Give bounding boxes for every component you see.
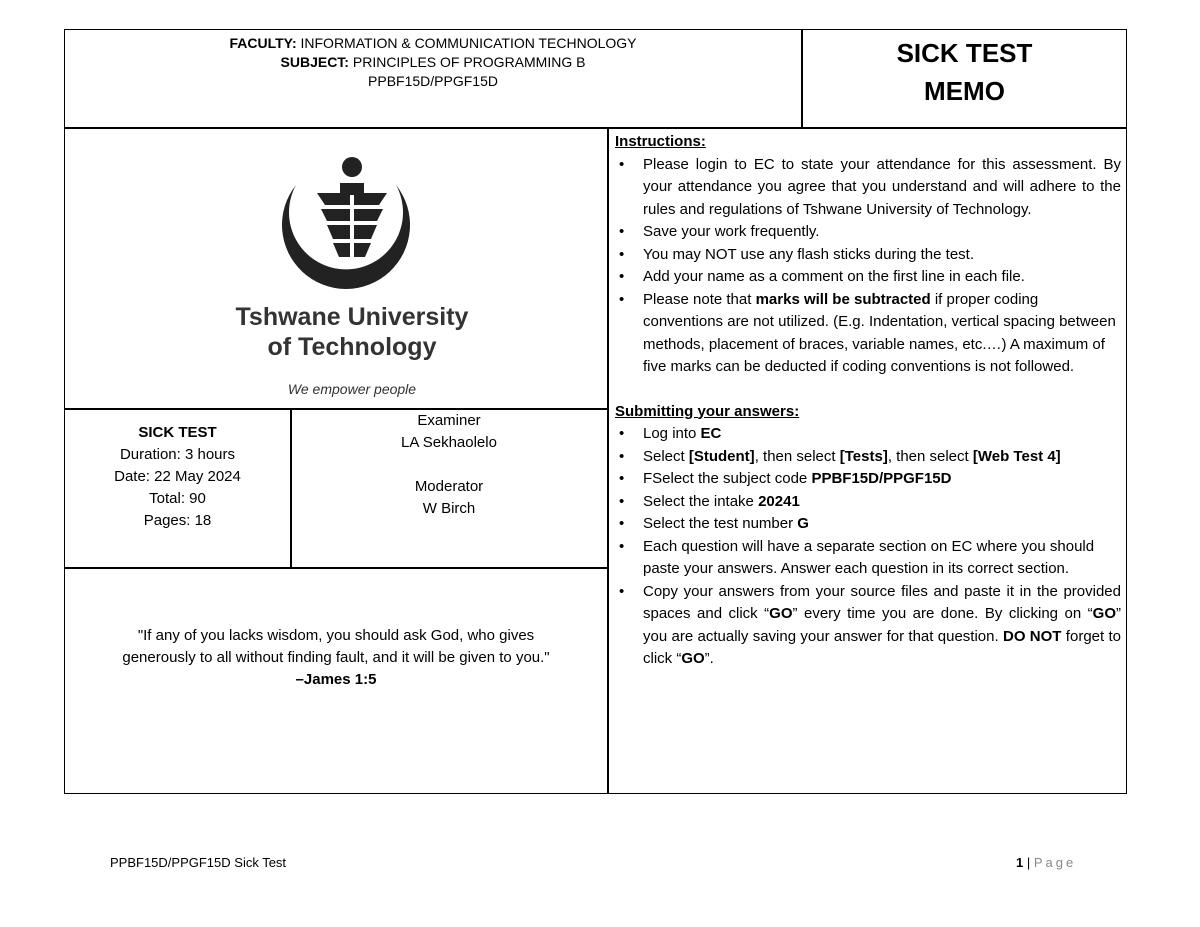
- page-number: 1: [1016, 855, 1024, 870]
- marks-text-post: if proper coding conventions are not utilized. (E.g. Indentation, vertical spacing between methods, placement of braces, variable names, etc.…) A maximum of five marks can be deducted if coding conventions is not followed.: [643, 290, 1116, 375]
- tut-emblem: [65, 129, 607, 409]
- course-code: PPBF15D/PPGF15D: [368, 73, 498, 89]
- copy-text: forget to click “: [643, 627, 1122, 667]
- university-logo: [65, 129, 607, 409]
- intake-text: Select the intake: [643, 492, 759, 510]
- intake-value: 20241: [758, 492, 800, 510]
- list-item: • Each question will have a separate section on EC where you should paste your answers. Answer each question in its correct section.: [615, 536, 1121, 581]
- staff-info: [291, 410, 607, 567]
- login-text: Log into: [643, 425, 701, 442]
- examiner-label: Examiner: [417, 412, 481, 429]
- instructions-panel: [615, 131, 1121, 671]
- select-student: [Student]: [688, 447, 755, 465]
- logo-tagline: We empower people: [287, 381, 417, 397]
- header-course-info: [65, 30, 801, 132]
- test-number-text: Select the test number: [643, 515, 798, 532]
- footer-page-number: [1016, 855, 1076, 870]
- list-item: • Save your work frequently.: [615, 221, 1121, 244]
- list-item: • You may NOT use any flash sticks during the test.: [615, 244, 1121, 267]
- list-item: [615, 468, 1121, 491]
- logo-name-line-2: of Technology: [267, 333, 437, 361]
- scripture-quote: [65, 568, 607, 793]
- subject-code-text: FSelect the subject code: [643, 470, 812, 487]
- instructions-heading: Instructions:: [615, 133, 706, 150]
- marks-text-pre: Please note that: [643, 290, 756, 308]
- do-not-label: DO NOT: [1002, 627, 1062, 645]
- select-web-test: [Web Test 4]: [972, 447, 1061, 465]
- page-word: Page: [1033, 855, 1077, 870]
- logo-name-line-1: Tshwane University: [235, 303, 469, 331]
- examiner-name: LA Sekhaolelo: [401, 434, 497, 451]
- list-item: • Add your name as a comment on the first line in each file.: [615, 266, 1121, 289]
- faculty-value: INFORMATION & COMMUNICATION TECHNOLOGY: [296, 35, 637, 51]
- list-item: [615, 446, 1121, 469]
- test-info: [65, 410, 290, 567]
- test-total: Total: 90: [149, 490, 206, 507]
- go-label: GO: [681, 650, 705, 667]
- select-text: , then select: [754, 447, 840, 465]
- instructions-list: [615, 154, 1121, 379]
- copy-text: ”.: [704, 650, 714, 667]
- marks-text-bold: marks will be subtracted: [755, 290, 931, 308]
- select-tests: [Tests]: [839, 447, 888, 465]
- quote-source: –James 1:5: [295, 671, 377, 688]
- moderator-label: Moderator: [414, 478, 484, 495]
- footer-document-title: PPBF15D/PPGF15D Sick Test: [110, 855, 287, 870]
- submitting-heading: Submitting your answers:: [615, 402, 800, 420]
- quote-line-2: generously to all without finding fault, and it will be given to you.": [122, 649, 550, 666]
- select-text: Select: [643, 447, 689, 465]
- subject-code-value: PPBF15D/PPGF15D: [811, 470, 952, 487]
- test-number-value: G: [797, 515, 809, 532]
- list-item: [615, 513, 1121, 536]
- select-text: , then select: [887, 447, 973, 465]
- copy-text: ” you are actually saving your answer for that question.: [643, 605, 1121, 645]
- submitting-list: [615, 423, 1121, 671]
- moderator-name: W Birch: [422, 500, 476, 517]
- list-item: [615, 491, 1121, 514]
- quote-line-1: "If any of you lacks wisdom, you should ask God, who gives: [137, 627, 535, 644]
- test-date: Date: 22 May 2024: [114, 468, 241, 485]
- title-line-1: SICK TEST: [896, 38, 1033, 68]
- go-label: GO: [769, 605, 793, 622]
- go-label: GO: [1092, 605, 1116, 622]
- list-item: [615, 581, 1121, 671]
- list-item: • Please login to EC to state your attendance for this assessment. By your attendance you agree that you understand and will adhere to the rules and regulations of Tshwane University of Technology.: [615, 154, 1121, 222]
- login-ec: EC: [700, 425, 722, 442]
- test-pages: Pages: 18: [143, 512, 212, 529]
- page-separator: |: [1023, 855, 1034, 870]
- copy-text: ” every time you are done. By clicking on “: [792, 605, 1093, 622]
- test-duration: Duration: 3 hours: [119, 446, 236, 463]
- list-item: [615, 289, 1121, 379]
- subject-label: SUBJECT:: [280, 54, 349, 70]
- list-item: [615, 423, 1121, 446]
- test-info-title: SICK TEST: [138, 424, 217, 441]
- header-title: [802, 30, 1127, 132]
- title-line-2: MEMO: [924, 76, 1005, 106]
- copy-text: Copy your answers from your source files and paste it in the provided spaces and click “: [643, 582, 1121, 622]
- faculty-label: FACULTY:: [229, 35, 297, 51]
- subject-value: PRINCIPLES OF PROGRAMMING B: [348, 54, 586, 70]
- memo-frame: [64, 29, 1127, 794]
- main-vertical-divider: [607, 128, 609, 793]
